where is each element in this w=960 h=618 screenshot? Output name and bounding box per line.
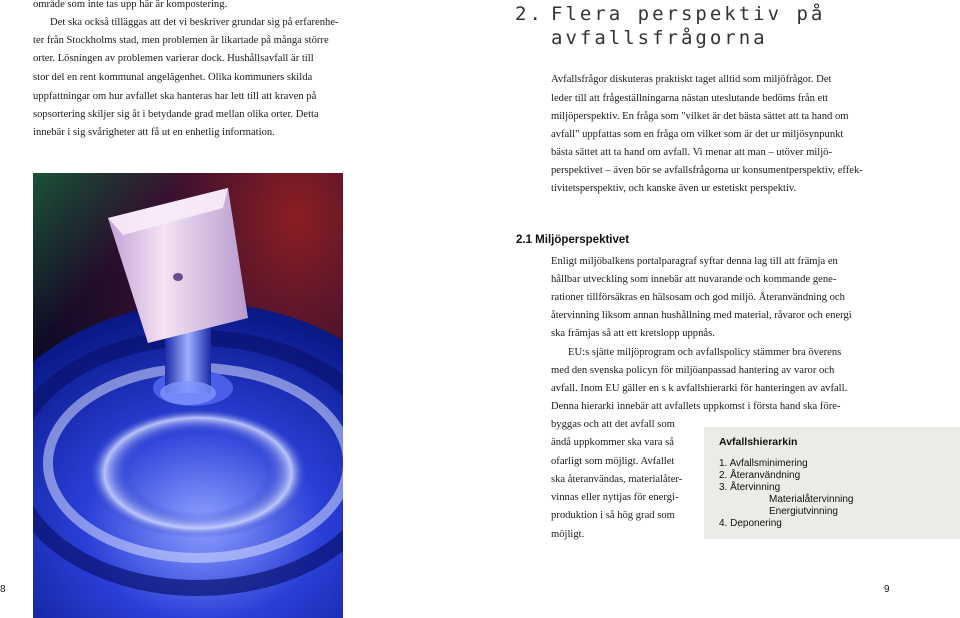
text-line: med den svenska policyn för miljöanpassad hantering av varor och [551,365,835,376]
sidebar-subitem: Materialåtervinning [769,494,854,505]
text-line: orter. Lösningen av problemen varierar dock. Hushållsavfall är till [33,53,314,64]
text-line: Det ska också tilläggas att det vi beskriver grundar sig på erfarenhe- [50,17,339,28]
sidebar-item: 4. Deponering [719,518,782,529]
aerosol-can-illustration [33,173,343,618]
text-line: vinnas eller nyttjas för energi- [551,492,679,503]
text-line: EU:s sjätte miljöprogram och avfallspolicy stämmer bra överens [568,347,842,358]
text-line: stor del en rent kommunal angelägenhet. Olika kommuners skilda [33,72,313,83]
chapter-number: 2. [515,3,544,25]
text-line: ska återanvändas, materialåter- [551,474,683,485]
text-line: Denna hierarki innebär att avfallets uppkomst i första hand ska före- [551,401,841,412]
text-line: återvinning liksom annan hushållning med material, råvaror och energi [551,310,852,321]
text-line: sopsortering skiljer sig åt i betydande grad mellan olika orter. Detta [33,109,319,120]
sidebar-item: 2. Återanvändning [719,470,801,481]
sidebar-item: 1. Avfallsminimering [719,458,808,469]
text-line: perspektivet – även bör se avfallsfrågorna ur konsumentperspektiv, effek- [551,165,863,176]
text-line: avfall. Inom EU gäller en s k avfallshierarki för hanteringen av avfall. [551,383,848,394]
sidebar-item: 3. Återvinning [719,482,781,493]
text-line: ofarligt som möjligt. Avfallet [551,456,675,467]
text-line: uppfattningar om hur avfallet ska hanteras har lett till att kraven på [33,91,317,102]
chapter-title-line1: Flera perspektiv på [551,3,826,25]
text-line: leder till att frågeställningarna nästan uteslutande bedöms från ett [551,93,829,104]
text-line: område som inte tas upp här är kompostering. [33,0,228,10]
text-line: produktion i så hög grad som [551,510,675,521]
text-line: tivitetsperspektiv, och kanske även ur estetiskt perspektiv. [551,183,797,194]
text-line: möjligt. [551,529,585,540]
chapter-title-line2: avfallsfrågorna [551,27,768,49]
text-line: avfall" uppfattas som en fråga om vilket som är det ur miljösynpunkt [551,129,844,140]
text-line: byggas och att det avfall som [551,419,675,430]
aerosol-can-photo [33,173,343,618]
page-number-right: 9 [884,584,890,595]
sidebar-title: Avfallshierarkin [719,436,798,448]
text-line: innebär i sig svårigheter att få ut en enhetlig information. [33,127,275,138]
waste-hierarchy-box [704,427,960,539]
text-line: bästa sättet att ta hand om avfall. Vi menar att man – utöver miljö- [551,147,832,158]
text-line: ändå uppkommer ska vara så [551,437,674,448]
page-number-left: 8 [0,584,6,595]
text-line: miljöperspektiv. En fråga som "vilket är det bästa sättet att ta hand om [551,111,849,122]
text-line: rationer tillförsäkras en hälsosam och god miljö. Återanvändning och [551,292,845,303]
text-line: ter från Stockholms stad, men problemen är likartade på många större [33,35,329,46]
section-heading: 2.1 Miljöperspektivet [516,234,630,246]
text-line: Avfallsfrågor diskuteras praktiskt taget alltid som miljöfrågor. Det [551,74,832,85]
text-line: ska främjas så att ett kretslopp uppnås. [551,328,715,339]
text-line: hållbar utveckling som innebär att nuvarande och kommande gene- [551,274,837,285]
sidebar-subitem: Energiutvinning [769,506,838,517]
text-line: Enligt miljöbalkens portalparagraf syftar denna lag till att främja en [551,256,838,267]
